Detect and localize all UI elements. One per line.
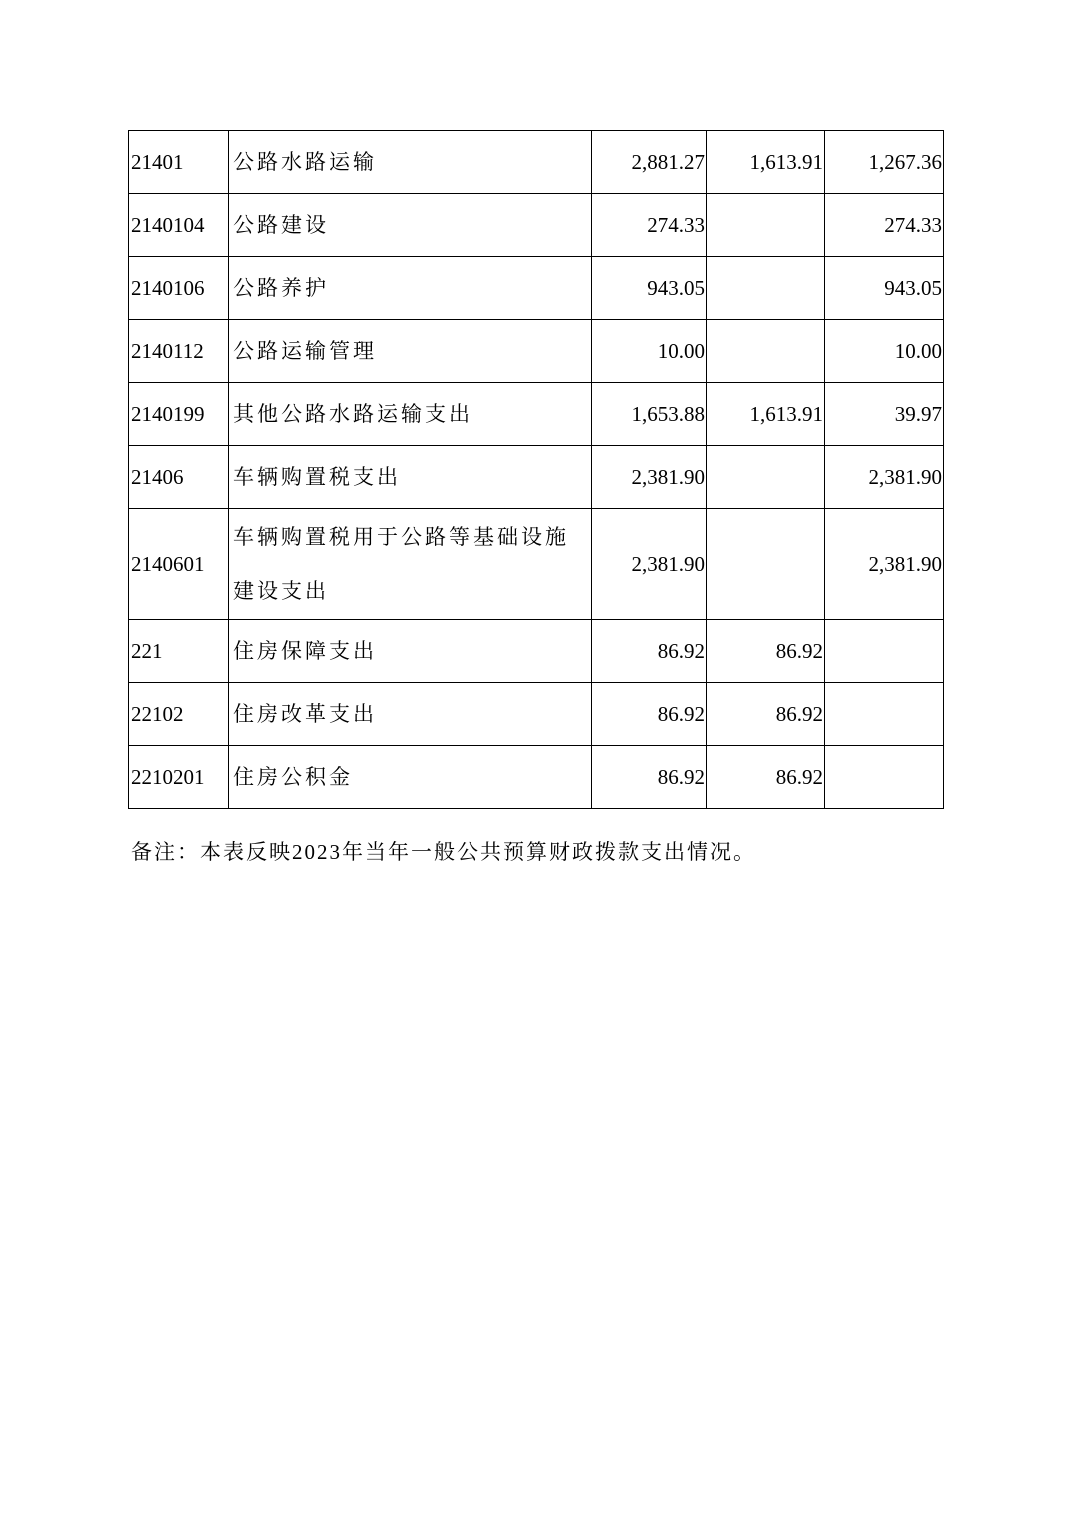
subject-code-cell: 221 bbox=[129, 620, 229, 683]
budget-table-body bbox=[129, 131, 944, 809]
subject-name-cell: 车辆购置税支出 bbox=[229, 446, 592, 509]
subject-code-cell: 2140601 bbox=[129, 509, 229, 620]
total-cell: 86.92 bbox=[592, 746, 707, 809]
project-expenditure-cell bbox=[825, 746, 944, 809]
basic-expenditure-cell bbox=[707, 194, 825, 257]
total-cell: 2,881.27 bbox=[592, 131, 707, 194]
subject-code-cell: 2210201 bbox=[129, 746, 229, 809]
project-expenditure-cell: 943.05 bbox=[825, 257, 944, 320]
table-row bbox=[129, 257, 944, 320]
project-expenditure-cell: 2,381.90 bbox=[825, 446, 944, 509]
total-cell: 1,653.88 bbox=[592, 383, 707, 446]
table-row bbox=[129, 131, 944, 194]
basic-expenditure-cell: 86.92 bbox=[707, 620, 825, 683]
subject-name-cell: 住房公积金 bbox=[229, 746, 592, 809]
project-expenditure-cell: 274.33 bbox=[825, 194, 944, 257]
subject-name-cell: 公路建设 bbox=[229, 194, 592, 257]
table-row bbox=[129, 620, 944, 683]
basic-expenditure-cell bbox=[707, 320, 825, 383]
total-cell: 274.33 bbox=[592, 194, 707, 257]
total-cell: 86.92 bbox=[592, 620, 707, 683]
subject-name-cell: 公路水路运输 bbox=[229, 131, 592, 194]
table-row bbox=[129, 446, 944, 509]
subject-code-cell: 21401 bbox=[129, 131, 229, 194]
table-row bbox=[129, 746, 944, 809]
table-note: 备注：本表反映2023年当年一般公共预算财政拨款支出情况。 bbox=[131, 840, 756, 864]
basic-expenditure-cell: 86.92 bbox=[707, 683, 825, 746]
basic-expenditure-cell bbox=[707, 446, 825, 509]
subject-name-cell: 住房保障支出 bbox=[229, 620, 592, 683]
subject-code-cell: 2140104 bbox=[129, 194, 229, 257]
budget-table bbox=[128, 130, 944, 809]
basic-expenditure-cell: 86.92 bbox=[707, 746, 825, 809]
table-row bbox=[129, 383, 944, 446]
project-expenditure-cell: 1,267.36 bbox=[825, 131, 944, 194]
subject-name-cell: 其他公路水路运输支出 bbox=[229, 383, 592, 446]
project-expenditure-cell: 39.97 bbox=[825, 383, 944, 446]
basic-expenditure-cell bbox=[707, 509, 825, 620]
total-cell: 86.92 bbox=[592, 683, 707, 746]
subject-code-cell: 2140106 bbox=[129, 257, 229, 320]
subject-code-cell: 2140199 bbox=[129, 383, 229, 446]
table-row bbox=[129, 194, 944, 257]
subject-name-cell: 公路养护 bbox=[229, 257, 592, 320]
basic-expenditure-cell: 1,613.91 bbox=[707, 131, 825, 194]
total-cell: 10.00 bbox=[592, 320, 707, 383]
project-expenditure-cell: 10.00 bbox=[825, 320, 944, 383]
subject-code-cell: 22102 bbox=[129, 683, 229, 746]
basic-expenditure-cell bbox=[707, 257, 825, 320]
project-expenditure-cell: 2,381.90 bbox=[825, 509, 944, 620]
total-cell: 2,381.90 bbox=[592, 509, 707, 620]
table-row bbox=[129, 320, 944, 383]
subject-code-cell: 2140112 bbox=[129, 320, 229, 383]
subject-name-cell: 住房改革支出 bbox=[229, 683, 592, 746]
subject-name-cell: 公路运输管理 bbox=[229, 320, 592, 383]
table-row bbox=[129, 683, 944, 746]
subject-name-cell: 车辆购置税用于公路等基础设施建设支出 bbox=[229, 509, 592, 620]
project-expenditure-cell bbox=[825, 620, 944, 683]
subject-code-cell: 21406 bbox=[129, 446, 229, 509]
basic-expenditure-cell: 1,613.91 bbox=[707, 383, 825, 446]
total-cell: 2,381.90 bbox=[592, 446, 707, 509]
total-cell: 943.05 bbox=[592, 257, 707, 320]
project-expenditure-cell bbox=[825, 683, 944, 746]
table-row bbox=[129, 509, 944, 620]
